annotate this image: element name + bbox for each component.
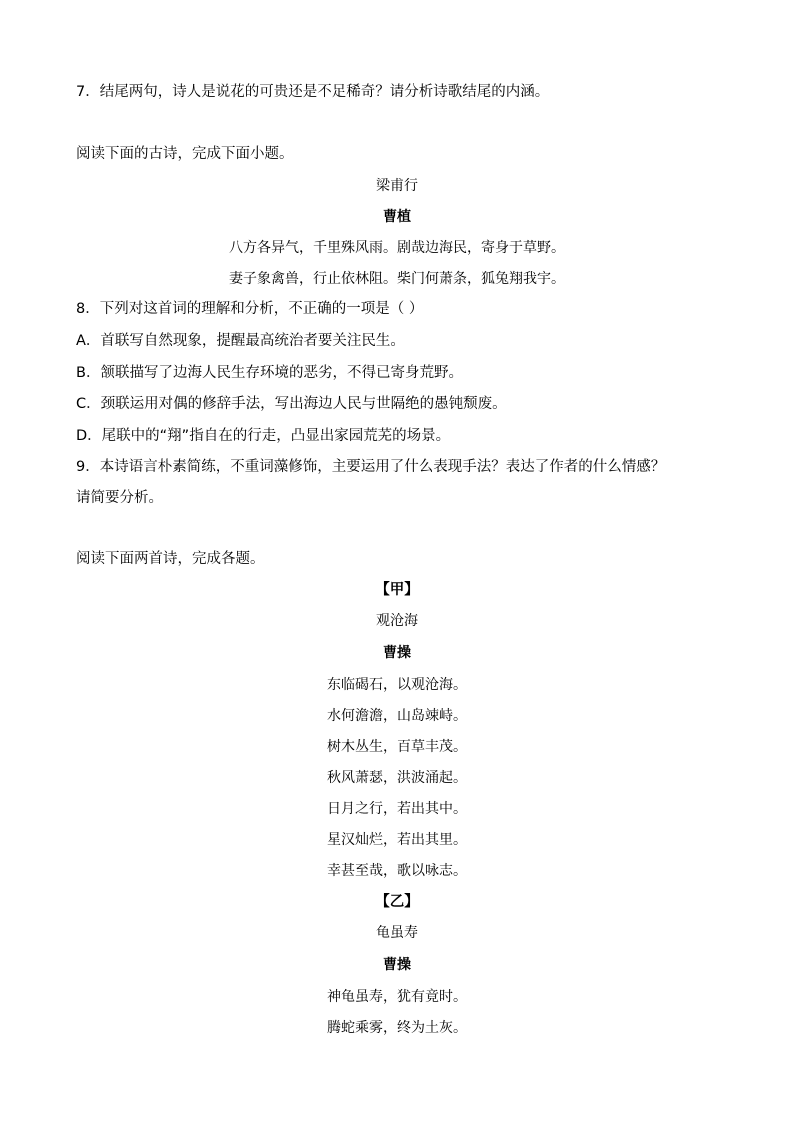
poem-a-line: 东临碣石，以观沧海。 (327, 677, 467, 693)
poem-author-liangfuxing: 曹植 (383, 209, 411, 225)
poem-line: 妻子象禽兽，行止依林阻。柴门何萧条，狐兔翔我宇。 (229, 271, 565, 287)
poem-b-label: 【乙】 (375, 894, 419, 910)
poem-b-line: 神龟虽寿，犹有竟时。 (327, 989, 467, 1005)
question-8-stem: 8．下列对这首词的理解和分析，不正确的一项是（ ） (76, 301, 424, 317)
poem-title-liangfuxing: 梁甫行 (376, 178, 418, 194)
poem-a-line: 日月之行，若出其中。 (327, 801, 467, 817)
poem-line: 八方各异气，千里殊风雨。剧哉边海民，寄身于草野。 (229, 240, 565, 256)
question-8-option-b: B．颔联描写了边海人民生存环境的恶劣，不得已寄身荒野。 (76, 365, 463, 381)
poem-a-author: 曹操 (383, 645, 411, 661)
question-8-option-c: C．颈联运用对偶的修辞手法，写出海边人民与世隔绝的愚钝颓废。 (76, 396, 507, 412)
question-9-line-2: 请简要分析。 (76, 490, 163, 506)
poem-a-line: 树木丛生，百草丰茂。 (327, 739, 467, 755)
question-8-option-a: A．首联写自然现象，提醒最高统治者要关注民生。 (76, 333, 405, 349)
poem-a-line: 幸甚至哉，歌以咏志。 (327, 863, 467, 879)
poem-b-title: 龟虽寿 (376, 925, 418, 941)
poem-a-title: 观沧海 (376, 613, 418, 629)
question-8-option-d: D．尾联中的“翔”指自在的行走，凸显出家园荒芜的场景。 (76, 428, 451, 444)
poem-a-line: 水何澹澹，山岛竦峙。 (327, 708, 467, 724)
poem-b-author: 曹操 (383, 957, 411, 973)
poem-a-line: 星汉灿烂，若出其里。 (327, 832, 467, 848)
poem-a-line: 秋风萧瑟，洪波涌起。 (327, 770, 467, 786)
poem-b-line: 腾蛇乘雾，终为土灰。 (327, 1020, 467, 1036)
poem-a-label: 【甲】 (375, 582, 419, 598)
section-intro-liangfuxing: 阅读下面的古诗，完成下面小题。 (76, 146, 294, 162)
question-7: 7．结尾两句，诗人是说花的可贵还是不足稀奇？请分析诗歌结尾的内涵。 (76, 84, 550, 100)
question-9-line-1: 9．本诗语言朴素简练，不重词藻修饰，主要运用了什么表现手法？表达了作者的什么情感？ (76, 459, 666, 475)
section-intro-two-poems: 阅读下面两首诗，完成各题。 (76, 551, 265, 567)
